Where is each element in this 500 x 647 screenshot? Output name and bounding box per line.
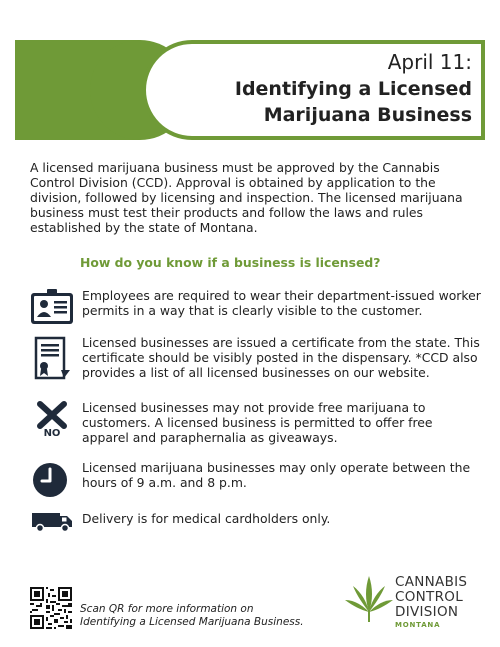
certificate-icon: [30, 335, 74, 381]
list-item-text: Employees are required to wear their department-issued worker permits in a way that is clearly visible to the customer.: [82, 288, 481, 318]
header-date: April 11:: [387, 50, 472, 74]
page-title: [172, 76, 472, 128]
page-title-line1: Identifying a Licensed: [234, 78, 472, 100]
header-banner: [0, 0, 500, 145]
delivery-van-icon: [30, 508, 74, 532]
logo-line2: CONTROL: [395, 589, 464, 605]
cannabis-leaf-icon: [345, 576, 393, 622]
qr-code[interactable]: [30, 587, 72, 629]
qr-caption-line1: Scan QR for more information on: [80, 603, 254, 615]
logo-state: MONTANA: [395, 621, 441, 629]
logo-line1: CANNABIS: [395, 574, 468, 590]
intro-paragraph: A licensed marijuana business must be approved by the Cannabis Control Division (CCD). Approval is obtained by application to the division, followed by licensing and inspection. The licensed marijuana business must test their products and follow the laws and rules established by the state of Montana.: [30, 160, 463, 235]
list-item-text: Licensed marijuana businesses may only operate between the hours of 9 a.m. and 8 p.m.: [82, 460, 471, 490]
qr-caption: [80, 603, 304, 629]
logo-wordmark: [395, 575, 467, 620]
qr-caption-line2: Identifying a Licensed Marijuana Business.: [80, 616, 304, 628]
list-item-text: Delivery is for medical cardholders only.: [82, 511, 331, 526]
list-item-text: Licensed businesses may not provide free marijuana to customers. A licensed business is permitted to offer free apparel and paraphernalia as giveaways.: [82, 400, 433, 445]
section-question: How do you know if a business is licensed?: [80, 255, 381, 270]
list-item-text: Licensed businesses are issued a certificate from the state. This certificate should be visibly posted in the dispensary. *CCD also provides a list of all licensed businesses on our website.: [82, 335, 480, 380]
no-icon-label: NO: [43, 428, 61, 439]
logo-line3: DIVISION: [395, 604, 459, 620]
ccd-logo: [345, 572, 490, 637]
clock-icon: [30, 460, 74, 504]
page-title-line2: Marijuana Business: [263, 104, 472, 126]
id-badge-icon: [30, 288, 74, 332]
